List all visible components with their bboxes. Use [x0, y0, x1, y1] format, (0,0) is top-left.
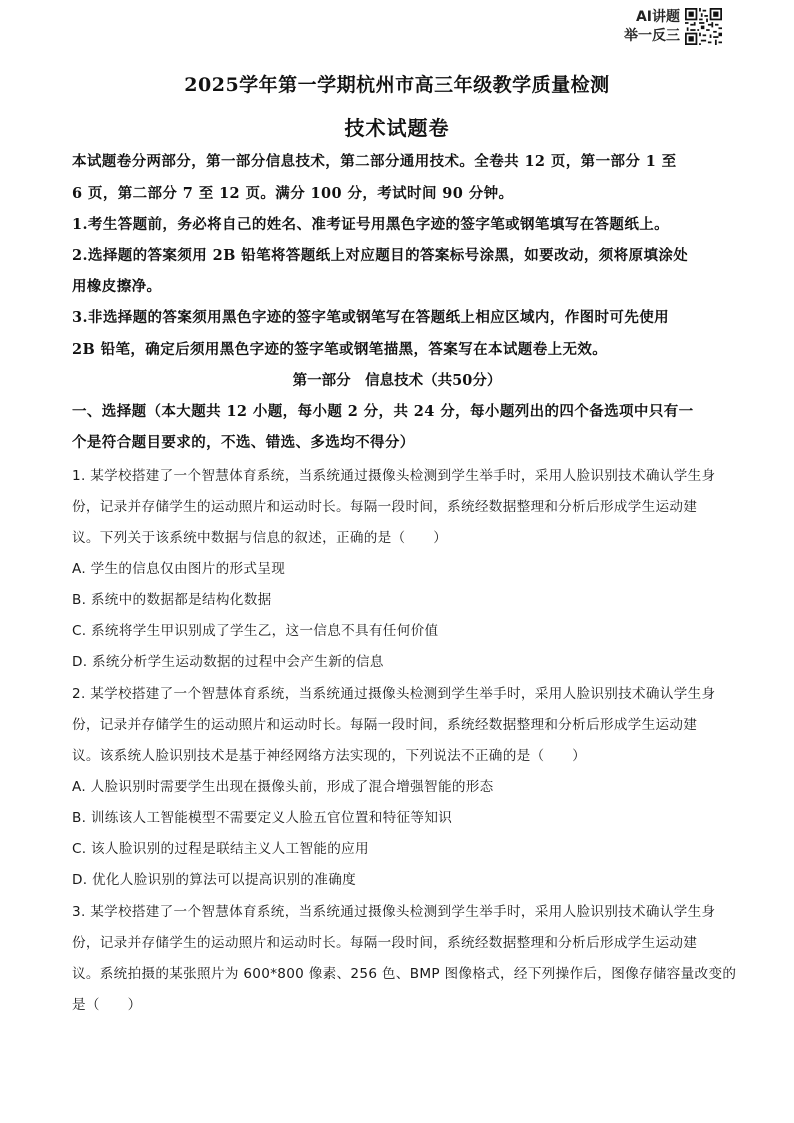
- rule-3-cont: 2B 铅笔，确定后须用黑色字迹的签字笔或钢笔描黑，答案写在本试题卷上无效。: [72, 341, 608, 358]
- question-1-option-d: D. 系统分析学生运动数据的过程中会产生新的信息: [72, 654, 384, 670]
- rule-2-cont: 用橡皮擦净。: [72, 278, 162, 295]
- question-2-option-c: C. 该人脸识别的过程是联结主义人工智能的应用: [72, 841, 369, 857]
- rule-2: 2.选择题的答案须用 2B 铅笔将答题纸上对应题目的答案标号涂黑，如要改动，须将原填涂处: [72, 247, 689, 264]
- question-3-stem: 议。系统拍摄的某张照片为 600*800 像素、256 色、BMP 图像格式，经下列操作后，图像存储容量改变的: [72, 966, 737, 982]
- question-1-option-b: B. 系统中的数据都是结构化数据: [72, 592, 272, 608]
- question-2-stem: 议。该系统人脸识别技术是基于神经网络方法实现的，下列说法不正确的是（ ）: [72, 748, 587, 764]
- qr-code-icon[interactable]: [685, 8, 722, 45]
- question-2-option-b: B. 训练该人工智能模型不需要定义人脸五官位置和特征等知识: [72, 810, 453, 826]
- section-heading: 一、选择题（本大题共 12 小题，每小题 2 分，共 24 分，每小题列出的四个备选项中只有一: [72, 403, 694, 420]
- question-1-stem: 份，记录并存储学生的运动照片和运动时长。每隔一段时间，系统经数据整理和分析后形成学生运动建: [72, 499, 698, 515]
- section-heading-cont: 个是符合题目要求的，不选、错选、多选均不得分）: [72, 434, 415, 451]
- ai-badge-label: AI讲题 举一反三: [624, 9, 680, 44]
- intro-line: 6 页，第二部分 7 至 12 页。满分 100 分，考试时间 90 分钟。: [72, 185, 514, 202]
- exam-title: 2025学年第一学期杭州市高三年级教学质量检测: [184, 74, 610, 96]
- part-heading: 第一部分 信息技术（共50分）: [292, 372, 502, 389]
- question-3-stem: 份，记录并存储学生的运动照片和运动时长。每隔一段时间，系统经数据整理和分析后形成学生运动建: [72, 935, 698, 951]
- rule-3: 3.非选择题的答案须用黑色字迹的签字笔或钢笔写在答题纸上相应区域内，作图时可先使用: [72, 309, 670, 326]
- question-2-stem: 份，记录并存储学生的运动照片和运动时长。每隔一段时间，系统经数据整理和分析后形成学生运动建: [72, 717, 698, 733]
- question-2-stem: 2. 某学校搭建了一个智慧体育系统，当系统通过摄像头检测到学生举手时，采用人脸识别技术确认学生身: [72, 686, 716, 702]
- question-1-stem: 议。下列关于该系统中数据与信息的叙述，正确的是（ ）: [72, 530, 448, 546]
- exam-subtitle: 技术试题卷: [344, 116, 450, 140]
- rule-1: 1.考生答题前，务必将自己的姓名、准考证号用黑色字迹的签字笔或钢笔填写在答题纸上。: [72, 216, 670, 233]
- question-1-option-a: A. 学生的信息仅由图片的形式呈现: [72, 561, 286, 577]
- question-3-stem: 3. 某学校搭建了一个智慧体育系统，当系统通过摄像头检测到学生举手时，采用人脸识别技术确认学生身: [72, 904, 716, 920]
- question-1-stem: 1. 某学校搭建了一个智慧体育系统，当系统通过摄像头检测到学生举手时，采用人脸识别技术确认学生身: [72, 468, 716, 484]
- question-2-option-d: D. 优化人脸识别的算法可以提高识别的准确度: [72, 872, 356, 888]
- ai-badge[interactable]: [616, 8, 726, 46]
- intro-line: 本试题卷分两部分，第一部分信息技术，第二部分通用技术。全卷共 12 页，第一部分 1 至: [72, 153, 677, 170]
- question-2-option-a: A. 人脸识别时需要学生出现在摄像头前，形成了混合增强智能的形态: [72, 779, 494, 795]
- question-3-stem: 是（ ）: [72, 997, 142, 1013]
- question-1-option-c: C. 系统将学生甲识别成了学生乙，这一信息不具有任何价值: [72, 623, 439, 639]
